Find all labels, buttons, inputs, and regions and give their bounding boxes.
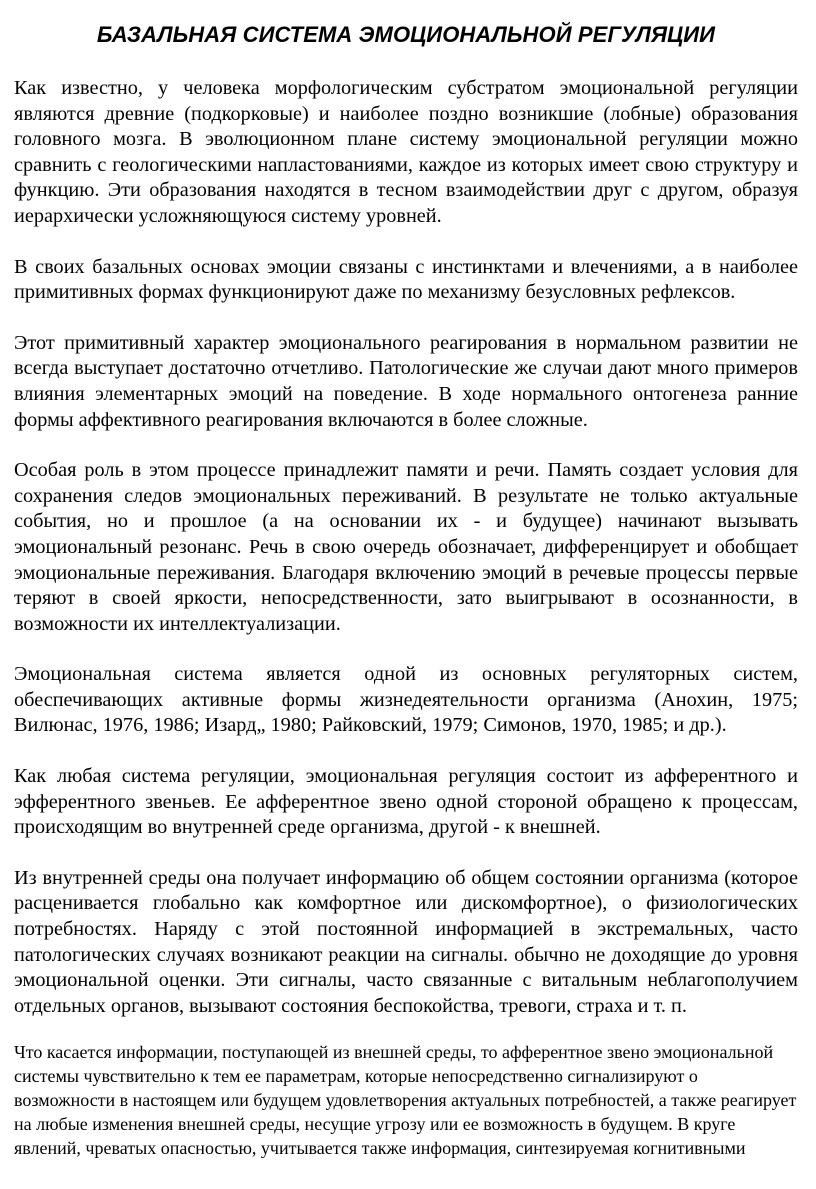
paragraph-3: Этот примитивный характер эмоционального реагирования в нормальном развитии не всегда выступает достаточно отчетливо. Патологические же случаи дают много примеров влияния элементарных эмоций на поведение. В ходе нормального онтогенеза ранние формы аффективного реагирования включаются в более сложные. [14,331,798,431]
paragraph-2: В своих базальных основах эмоции связаны с инстинктами и влечениями, а в наиболее примитивных формах функционируют даже по механизму безусловных рефлексов. [14,255,798,304]
paragraph-1: Как известно, у человека морфологическим субстратом эмоциональной регуляции являются древние (подкорковые) и наиболее поздно возникшие (лобные) образования головного мозга. В эволюционном плане систему эмоциональной регуляции можно сравнить с геологическими напластованиями, каждое из которых имеет свою структуру и функцию. Эти образования находятся в тесном взаимодействии друг с другом, образуя иерархически усложняющуюся систему уровней. [14,77,798,227]
paragraph-8: Что касается информации, поступающей из внешней среды, то афферентное звено эмоциональной системы чувствительно к тем ее параметрам, которые непосредственно сигнализируют о возможности в настоящем или будущем удовлетворения актуальных потребностей, а также реагирует на любые изменения внешней среды, несущие угрозу или ее возможность в будущем. В круге явлений, чреватых опасностью, учитывается также информация, синтезируемая когнитивными [14,1042,797,1159]
paragraph-5: Эмоциональная система является одной из основных регуляторных систем, обеспечивающих активные формы жизнедеятельности организма (Анохин, 1975; Вилюнас, 1976, 1986; Изард„ 1980; Райковский, 1979; Симонов, 1970, 1985; и др.). [14,663,798,737]
paragraph-7: Из внутренней среды она получает информацию об общем состоянии организма (которое расценивается глобально как комфортное или дискомфортное), о физиологических потребностях. Наряду с этой постоянной информацией в экстремальных, часто патологических случаях возникают реакции на сигналы. обычно не доходящие до уровня эмоциональной оценки. Эти сигналы, часто связанные с витальным неблагополучием отдельных органов, вызывают состояния беспокойства, тревоги, страха и т. п. [14,866,798,1017]
paragraph-6: Как любая система регуляции, эмоциональная регуляция состоит из афферентного и эфферентного звеньев. Ее афферентное звено одной стороной обращено к процессам, происходящим во внутренней среде организма, другой - к внешней. [14,765,798,839]
paragraph-4: Особая роль в этом процессе принадлежит памяти и речи. Память создает условия для сохранения следов эмоциональных переживаний. В результате не только актуальные события, но и прошлое (а на основании их - и будущее) начинают вызывать эмоциональный резонанс. Речь в свою очередь обозначает, дифференцирует и обобщает эмоциональные переживания. Благодаря включению эмоций в речевые процессы первые теряют в своей яркости, непосредственности, зато выигрывают в осознанности, в возможности их интеллектуализации. [14,459,798,635]
document-title: БАЗАЛЬНАЯ СИСТЕМА ЭМОЦИОНАЛЬНОЙ РЕГУЛЯЦИИ [96,22,716,47]
